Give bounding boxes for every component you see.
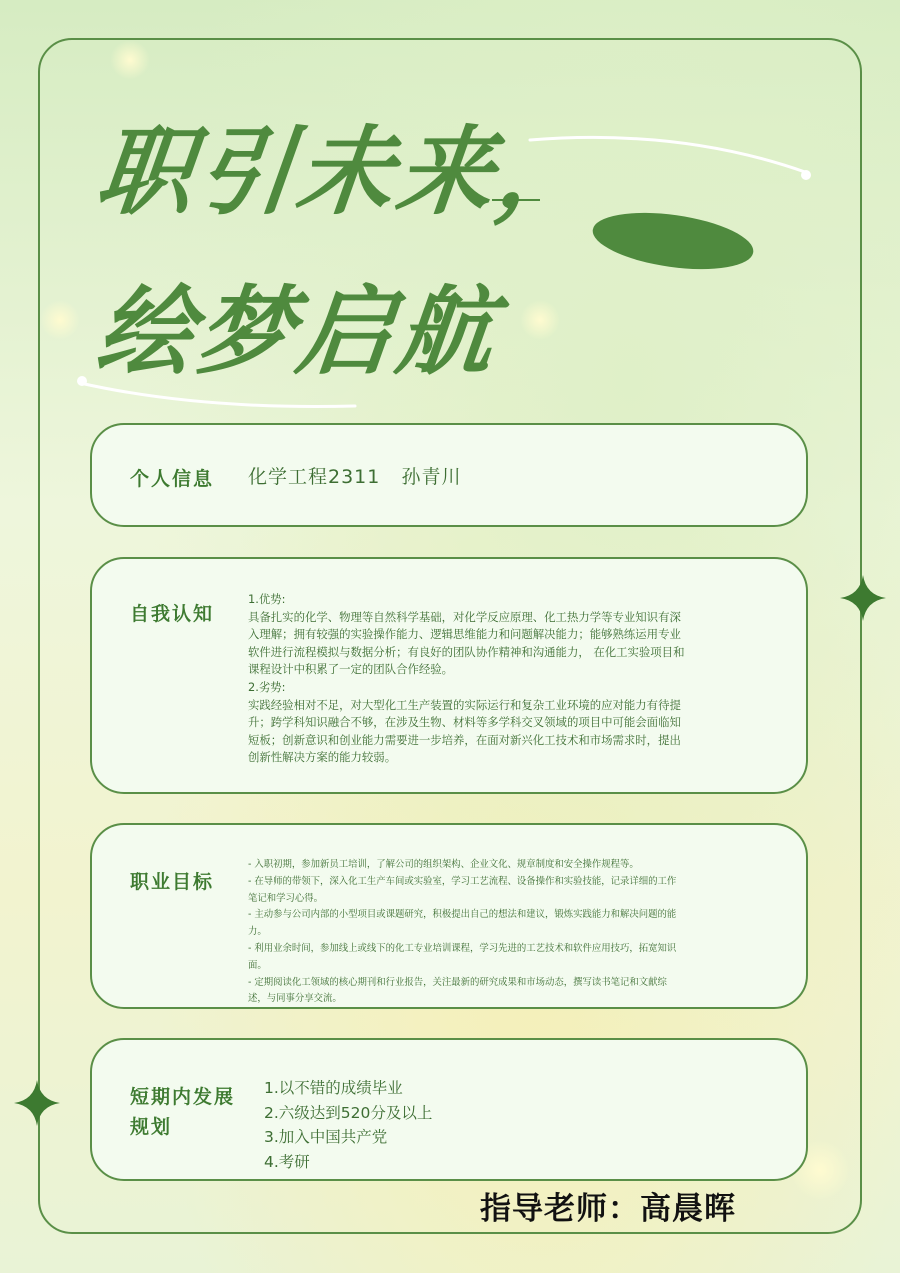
text-line: 课程设计中积累了一定的团队合作经验。 — [248, 662, 454, 677]
list-item: 3.加入中国共产党 — [264, 1128, 388, 1146]
swoosh-decoration — [0, 0, 900, 420]
text-line: 面。 — [248, 959, 267, 971]
text-line: 入理解；拥有较强的实验操作能力、逻辑思维能力和问题解决能力；能够熟练运用专业 — [248, 627, 681, 642]
text-line: 升；跨学科知识融合不够，在涉及生物、材料等多学科交叉领域的项目中可能会面临知 — [248, 715, 681, 730]
list-item: 1.以不错的成绩毕业 — [264, 1079, 403, 1097]
self-cognition-text — [248, 591, 788, 767]
sparkle-icon — [14, 1080, 60, 1126]
list-item: 4.考研 — [264, 1152, 310, 1171]
short-term-plan-heading — [130, 1082, 235, 1142]
advisor-name: 指导老师：高晨晖 — [480, 1191, 736, 1227]
self-cognition-card — [90, 557, 808, 794]
text-line: 述，与同事分享交流。 — [248, 993, 342, 1005]
text-line: 1.优势: — [248, 592, 286, 606]
personal-info-card — [90, 423, 808, 527]
sparkle-icon — [840, 575, 886, 621]
title-line-2: 绘梦启航 — [91, 275, 504, 388]
text-line: - 主动参与公司内部的小型项目或课题研究，积极提出自己的想法和建议，锻炼实践能力和解决问题的能 — [248, 909, 677, 921]
text-line: 具备扎实的化学、物理等自然科学基础，对化学反应原理、化工热力学等专业知识有深 — [248, 609, 681, 624]
career-goal-card — [90, 823, 808, 1009]
heading-line: 短期内发展 — [130, 1086, 236, 1108]
text-line: 实践经验相对不足，对大型化工生产装置的实际运行和复杂工业环境的应对能力有待提 — [248, 697, 681, 712]
self-cognition-heading: 自我认知 — [130, 603, 215, 625]
text-line: 创新性解决方案的能力较弱。 — [248, 750, 397, 765]
title-line-1: 职引未来， — [91, 115, 604, 228]
text-line: - 入职初期，参加新员工培训，了解公司的组织架构、企业文化、规章制度和安全操作规程等。 — [248, 859, 639, 870]
text-line: - 利用业余时间，参加线上或线下的化工专业培训课程，学习先进的工艺技术和软件应用技巧，拓宽知识 — [248, 942, 677, 954]
text-line: - 在导师的带领下，深入化工生产车间或实验室，学习工艺流程、设备操作和实验技能，记录详细的工作 — [248, 875, 677, 887]
heading-line: 规划 — [130, 1116, 173, 1138]
career-goal-text — [248, 857, 788, 1008]
short-term-plan-list — [264, 1076, 432, 1174]
text-line: 软件进行流程模拟与数据分析；有良好的团队协作精神和沟通能力， 在化工实验项目和 — [248, 644, 685, 659]
list-item: 2.六级达到520分及以上 — [264, 1103, 433, 1122]
text-line: - 定期阅读化工领域的核心期刊和行业报告，关注最新的研究成果和市场动态，撰写读书笔记和文献综 — [248, 976, 667, 988]
personal-info-heading: 个人信息 — [130, 468, 215, 490]
text-line: 力。 — [248, 926, 267, 938]
career-goal-heading: 职业目标 — [130, 871, 215, 893]
text-line: 笔记和学习心得。 — [248, 892, 324, 904]
personal-info-value: 化学工程2311 孙青川 — [248, 466, 462, 488]
text-line: 2.劣势: — [248, 679, 286, 694]
text-line: 短板；创新意识和创业能力需要进一步培养，在面对新兴化工技术和市场需求时，提出 — [248, 732, 681, 747]
short-term-plan-card — [90, 1038, 808, 1181]
